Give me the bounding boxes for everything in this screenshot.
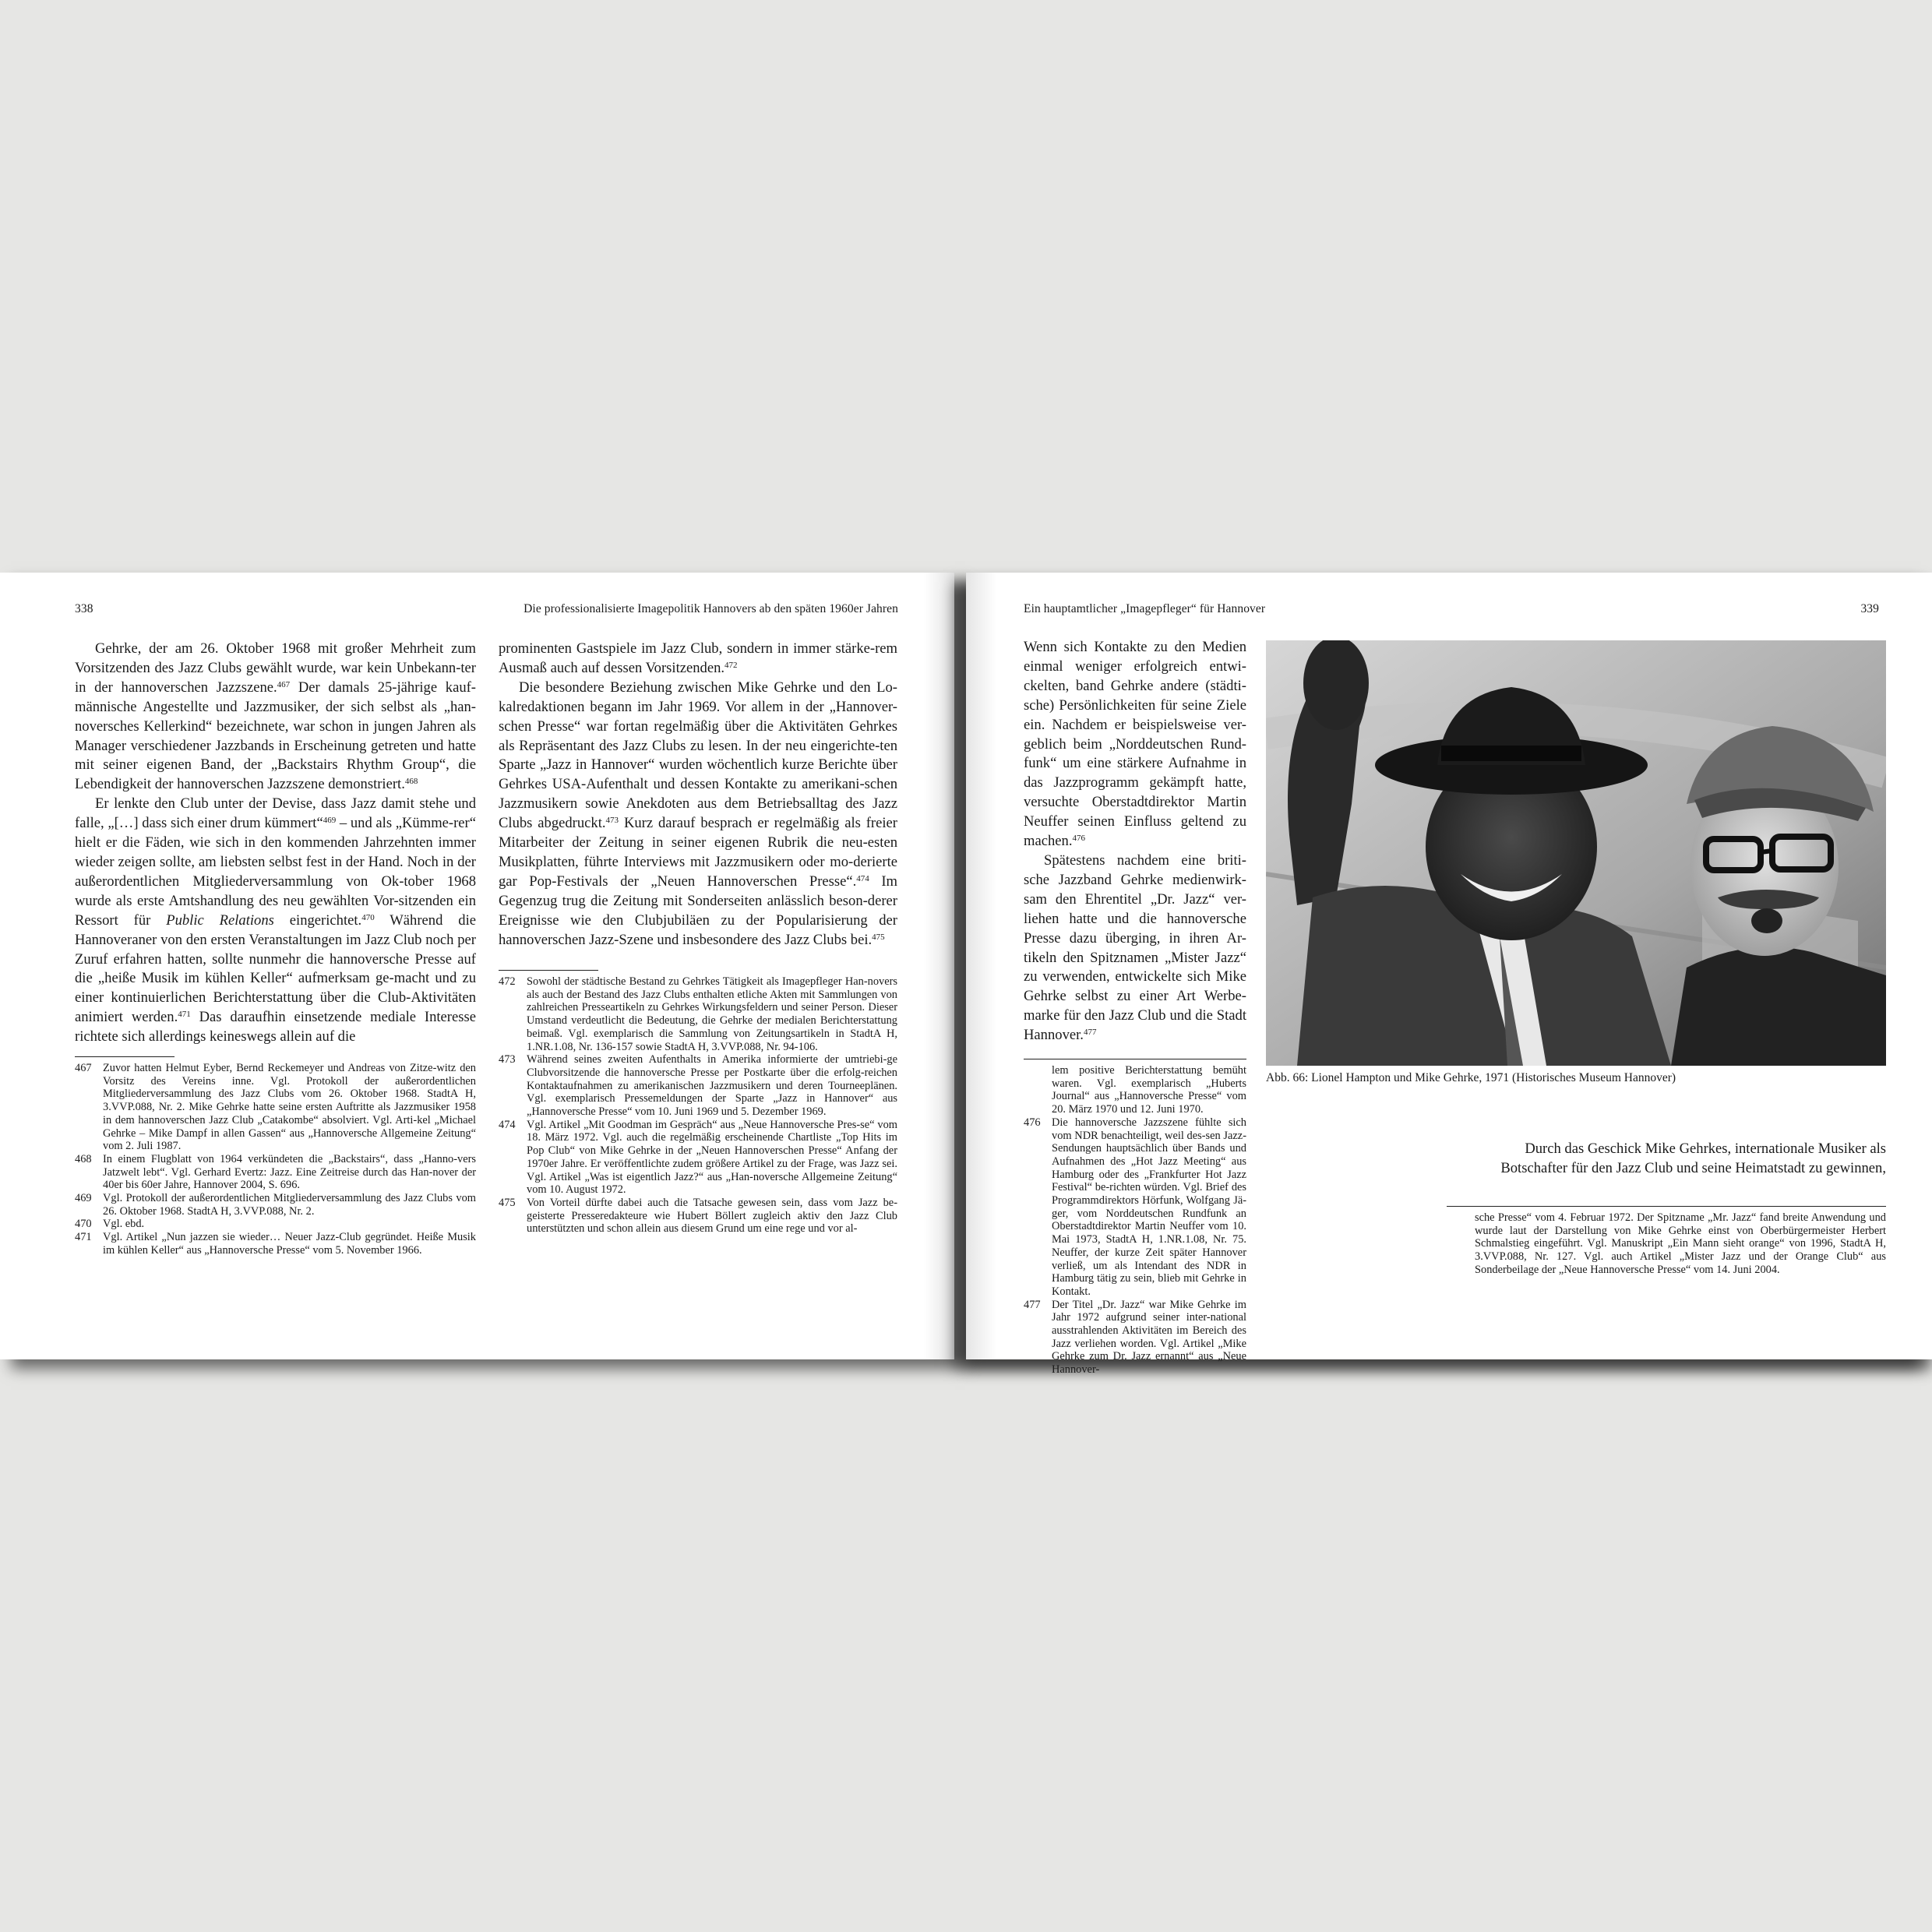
footnote-ref[interactable]: 476 — [1072, 834, 1085, 844]
footnote-text: Vgl. Artikel „Nun jazzen sie wieder… Neuer Jazz-Club gegründet. Heiße Musik im kühlen Keller“ aus „Hannoversche Presse“ vom 5. November 1966. — [103, 1231, 476, 1257]
footnotes-right-1 — [1024, 1059, 1246, 1377]
footnote-number: 476 — [1024, 1116, 1041, 1129]
figure-caption: Abb. 66: Lionel Hampton und Mike Gehrke, 1971 (Historisches Museum Hannover) — [1266, 1071, 1676, 1084]
footnote — [75, 1231, 476, 1257]
gutter-shadow — [966, 573, 997, 1359]
paragraph: Die besondere Beziehung zwischen Mike Gehrke und den Lo-kalredaktionen begann im Jahr 1969. Vor allem in der „Hannover-schen Presse“ war fortan regelmäßig über die Aktivitäten Gehrkes als Repräsentant des Jazz Clubs zu lesen. In der neu eingerichte-ten Sparte „Jazz in Hannover“ wurden wöchentlich kurze Berichte über Gehrkes USA-Aufenthalt und dessen Kontakte zu amerikani-schen Jazzmusikern sowie Anekdoten aus dem Betriebsalltag des Jazz Clubs abgedruckt.$^{473}$ Kurz darauf besprach er regelmäßig als freier Mitarbeiter der Zeitung in seiner eigenen Rubrik die neu-esten Musikplatten, führte Interviews mit Jazzmusikern oder mo-derierte gar Pop-Festivals der „Neuen Hannoverschen Presse“.$^{474}$ Im Gegenzug trug die Zeitung mit Sonderseiten anlässlich beson-derer Ereignisse wie den Clubjubiläen zu der Popularisierung der hannoverschen Jazz-Szene und insbesondere des Jazz Clubs bei.$^{475}$ — [499, 679, 897, 948]
footnote-ref[interactable]: 477 — [1083, 1028, 1097, 1038]
footnote-text: Vgl. Protokoll der außerordentlichen Mitgliederversammlung des Jazz Clubs vom 26. Oktober 1968. StadtA H, 3.VVP.088, Nr. 2. — [103, 1192, 476, 1218]
footnote-text: In einem Flugblatt von 1964 verkündeten die „Backstairs“, dass „Hanno-vers Jatzwelt lebt“. Vgl. Gerhard Evertz: Jazz. Eine Zeitreise durch das Han-nover der 40er bis 60er Jahre, Hannover 2004, S. 696. — [103, 1152, 476, 1192]
footnote-text: Vgl. ebd. — [103, 1218, 145, 1231]
running-head: Ein hauptamtlicher „Imagepfleger“ für Hannover — [1024, 602, 1266, 615]
footnote — [499, 1119, 897, 1197]
footnotes-left-2 — [499, 970, 897, 1236]
left-column-1 — [75, 640, 476, 1047]
footnote — [1024, 1116, 1246, 1299]
footnotes-right-2 — [1447, 1206, 1886, 1277]
paragraph: prominenten Gastspiele im Jazz Club, sondern in immer stärke-rem Ausmaß auch auf dessen Vorsitzenden.$^{472}$ — [499, 640, 897, 676]
footnote — [75, 1218, 476, 1231]
paragraph: Spätestens nachdem eine briti-sche Jazzband Gehrke medienwirk-sam den Ehrentitel „Dr. Jazz“ ver-liehen hatte und die hannoversche Presse dazu überging, in ihren Ar-tikeln den Spitznamen „Mister Jazz“ zu verwenden, entwickelte sich Mike Gehrke selbst zu einer Art Werbe-marke für den Jazz Club und die Stadt Hannover.$^{477}$ — [1024, 851, 1246, 1044]
footnote-text: Sowohl der städtische Bestand zu Gehrkes Tätigkeit als Imagepfleger Han-novers als auch der Bestand des Jazz Clubs enthalten etliche Akten mit Sammlungen von zahlreichen Presseartikeln zu Gehrkes Wirkungsfeldern und seiner Person. Dieser Umstand verdeutlicht die Bedeutung, die Gehrke der medialen Berichterstattung beimaß. Vgl. exemplarisch die Sammlung von Zeitungsartikeln in StadtA H, 1.NR.1.08, Nr. 136-157 sowie StadtA H, 3.VVP.088, Nr. 94-106. — [527, 975, 897, 1053]
footnote-ref[interactable]: 474 — [856, 873, 869, 883]
footnote-rule — [1447, 1206, 1886, 1207]
footnote-number: 474 — [499, 1118, 516, 1131]
right-column-2 — [1442, 1140, 1886, 1179]
paragraph: Gehrke, der am 26. Oktober 1968 mit großer Mehrheit zum Vorsitzenden des Jazz Clubs gewählt wurde, war kein Unbekann-ter in der hannoverschen Jazzszene.$^{467}$ Der damals 25-jährige kauf-männische Angestellte und Jazzmusiker, der sich selbst als „han-noversches Kellerkind“ bezeichnete, war schon in jungen Jahren als Manager verschiedener Jazzbands in Erscheinung getreten und hatte mit seiner eigenen Band, der „Backstairs Rhythm Group“, die Lebendigkeit der hannoverschen Jazzszene demonstriert.$^{468}$ — [75, 640, 476, 793]
footnote-ref[interactable]: 468 — [404, 777, 418, 787]
right-page — [966, 573, 1932, 1377]
footnote-number: 470 — [75, 1218, 92, 1231]
footnote-text: Der Titel „Dr. Jazz“ war Mike Gehrke im Jahr 1972 aufgrund seiner inter-national ausstrahlenden Aktivitäten im Bereich des Jazz verliehen worden. Vgl. Artikel „Mike Gehrke zum Dr. Jazz ernannt“ aus „Neue Hannover- — [1052, 1298, 1246, 1377]
paragraph: Wenn sich Kontakte zu den Medien einmal weniger erfolgreich entwi-ckelten, band Gehrke andere (städti-sche) Persönlichkeiten für seine Ziele ein. Nachdem er beispielsweise ver-geblich beim „Norddeutschen Rund-funk“ um eine stärkere Aufnahme in das Jazzprogramm gekämpft hatte, versuchte Oberstadtdirektor Martin Neuffer seinen Einfluss geltend zu machen.$^{476}$ — [1024, 639, 1246, 850]
footnote-continuation: sche Presse“ vom 4. Februar 1972. Der Spitzname „Mr. Jazz“ fand breite Anwendung und wurde laut der Darstellung von Mike Gehrke einst von Oberbürgermeister Herbert Schmalstieg eingeführt. Vgl. Manuskript „Ein Mann sieht orange“ von 1996, StadtA H, 3.VVP.088, Nr. 127. Vgl. auch Artikel „Mister Jazz und der Orange Club“ aus Sonderbeilage der „Neue Hannoversche Presse“ vom 14. Juni 2004. — [1475, 1211, 1886, 1276]
running-head: Die professionalisierte Imagepolitik Hannovers ab den späten 1960er Jahren — [524, 602, 898, 615]
footnote-number: 469 — [75, 1192, 92, 1205]
footnote-number: 477 — [1024, 1298, 1041, 1311]
left-page — [0, 573, 954, 1359]
footnote-number: 468 — [75, 1152, 92, 1165]
footnote — [75, 1192, 476, 1218]
photograph-icon — [1266, 640, 1886, 1066]
footnote-number: 475 — [499, 1196, 516, 1209]
footnote-text: Von Vorteil dürfte dabei auch die Tatsache gewesen sein, dass vom Jazz be-geisterte Presseredakteure wie Hubert Böllert zugleich aktiv den Jazz Club unterstützten und schon allein aus diesem Grund um eine rege und vor al- — [527, 1196, 897, 1236]
footnote-continuation: lem positive Berichterstattung bemüht waren. Vgl. exemplarisch „Huberts Journal“ aus „Hannoversche Presse“ vom 20. März 1970 und 12. Juni 1970. — [1052, 1064, 1246, 1116]
footnote-text: Vgl. Artikel „Mit Goodman im Gespräch“ aus „Neue Hannoversche Pres-se“ vom 18. März 1972. Vgl. auch die regelmäßig erscheinende Chartliste „Top Hits im Pop Club“ von Mike Gehrke in der „Neuen Hannoverschen Presse“ Anfang der 1970er Jahre. Er veröffentlichte zudem größere Artikel zu der Frage, was Jazz sei. Vgl. Artikel „Was ist eigentlich Jazz?“ aus „Han-noversche Allgemeine Zeitung“ vom 10. August 1972. — [527, 1118, 897, 1197]
footnote-rule — [75, 1056, 175, 1057]
footnote — [75, 1062, 476, 1153]
footnote-number: 467 — [75, 1062, 92, 1074]
paragraph: Er lenkte den Club unter der Devise, dass Jazz damit stehe und falle, „[…] dass sich einer drum kümmert“$^{469}$ – und als „Kümme-rer“ hielt er die Fäden, wie sich in den kommenden Jahrzehnten immer wieder zeigen sollte, am liebsten selbst fest in der Hand. Noch in der außerordentlichen Mitgliederversammlung von Ok-tober 1968 wurde als erste Amtshandlung des neu gewählten Vor-sitzenden ein Ressort für Public Relations eingerichtet.$^{470}$ Während die Hannoveraner von den ersten Veranstaltungen im Jazz Club noch per Zuruf erfahren hatten, sollte nunmehr die hannoversche Presse auf die „heiße Musik im kühlen Keller“ aufmerksam ge-macht und zu einer kontinuierlichen Berichterstattung über die Club-Aktivitäten animiert werden.$^{471}$ Das daraufhin einsetzende mediale Interesse richtete sich allerdings keineswegs allein auf die — [75, 795, 476, 1045]
footnote-ref[interactable]: 470 — [361, 912, 375, 922]
footnote-ref[interactable]: 467 — [277, 679, 291, 689]
footnote — [75, 1153, 476, 1192]
footnote-number: 473 — [499, 1053, 516, 1066]
footnote-ref[interactable]: 471 — [178, 1010, 191, 1020]
paragraph: Durch das Geschick Mike Gehrkes, internationale Musiker als Botschafter für den Jazz Club und seine Heimatstadt zu gewinnen, — [1500, 1141, 1886, 1176]
footnote-number: 471 — [75, 1231, 92, 1244]
footnotes-left-1 — [75, 1056, 476, 1257]
gutter-shadow — [923, 573, 954, 1359]
photograph — [1266, 640, 1886, 1066]
footnote — [499, 1197, 897, 1236]
page-number: 339 — [1860, 602, 1879, 615]
footnote-ref[interactable]: 475 — [872, 932, 885, 942]
footnote-text: Zuvor hatten Helmut Eyber, Bernd Reckemeyer und Andreas von Zitze-witz den Vorsitz des Vereins inne. Vgl. Protokoll der außerordentlichen Mitgliederversammlung des Jazz Clubs vom 26. Oktober 1968. StadtA H, 3.VVP.088, Nr. 2. Mike Gehrke hatte seine ersten Auftritte als Jazzmusiker 1958 in dem hannoverschen Jazz Club „Catakombe“ absolviert. Vgl. Arti-kel „Michael Gehrke – Mike Dampf in allen Gassen“ aus „Hannoversche Allgemeine Zeitung“ vom 2. Juli 1987. — [103, 1062, 476, 1153]
left-column-2 — [499, 640, 897, 950]
footnote-text: Die hannoversche Jazzszene fühlte sich vom NDR benachteiligt, weil des-sen Jazz-Sendungen hauptsächlich über Bands und Aufnahmen des „Hot Jazz Meeting“ aus Hamburg oder des „Frankfurter Hot Jazz Festival“ be-richten würden. Vgl. Brief des Programmdirektors Hörfunk, Wolfgang Jä-ger, vom Norddeutschen Rundfunk an Oberstadtdirektor Martin Neuffer vom 10. Mai 1973, StadtA H, 1.NR.1.08, Nr. 75. Neuffer, der kurze Zeit später Hannover verließ, um als Intendant des NDR in Hamburg tätig zu sein, blieb mit Gehrke in Kontakt. — [1052, 1116, 1246, 1298]
footnote-ref[interactable]: 469 — [323, 816, 337, 826]
footnote-ref[interactable]: 472 — [724, 660, 738, 670]
footnote — [1024, 1299, 1246, 1377]
footnote-text: Während seines zweiten Aufenthalts in Amerika informierte der umtriebi-ge Clubvorsitzende die hannoversche Presse per Postkarte über die erfolg-reichen Kontaktaufnahmen zu amerikanischen Jazzmusikern und deren Tourneeplänen. Vgl. exemplarisch Pressemeldungen der Sparte „Jazz in Hannover“ aus „Hannoversche Presse“ vom 10. Juni 1969 und 5. Dezember 1969. — [527, 1053, 897, 1119]
page-number: 338 — [75, 602, 93, 615]
footnote-ref[interactable]: 473 — [605, 816, 619, 826]
footnote-rule — [499, 970, 598, 971]
footnote — [499, 1053, 897, 1119]
footnote-number: 472 — [499, 975, 516, 988]
footnote — [499, 975, 897, 1053]
right-column-1 — [1024, 638, 1246, 1045]
